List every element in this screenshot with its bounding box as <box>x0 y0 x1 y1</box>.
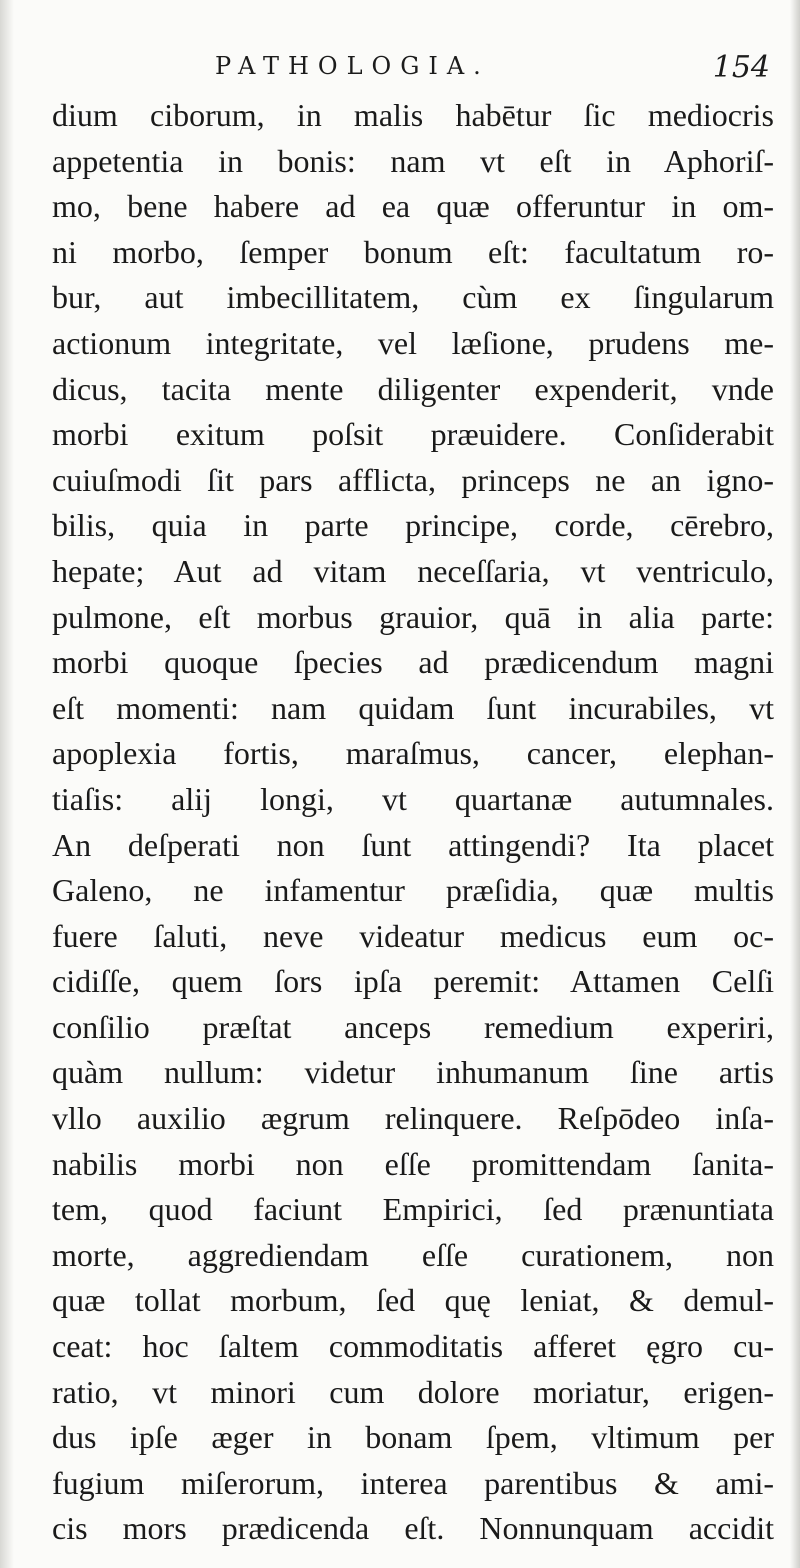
text-line: Galeno, ne infamentur præſidia, quæ multis <box>52 872 774 909</box>
running-head <box>40 50 770 90</box>
text-line: bur, aut imbecillitatem, cùm ex ſingularum <box>52 279 774 316</box>
body-text <box>52 93 774 1552</box>
page-number: 154 <box>712 50 770 85</box>
text-line: appetentia in bonis: nam vt eſt in Aphoriſ- <box>52 142 774 179</box>
text-line: apoplexia fortis, maraſmus, cancer, elephan- <box>52 735 774 772</box>
text-line: vllo auxilio ægrum relinquere. Reſpōdeo inſa- <box>52 1100 774 1137</box>
text-line: ceat: hoc ſaltem commoditatis afferet ęgro cu- <box>52 1328 774 1365</box>
text-line: hepate; Aut ad vitam neceſſaria, vt ventriculo, <box>52 552 774 589</box>
text-line: quàm nullum: videtur inhumanum ſine artis <box>52 1054 774 1091</box>
text-line: dium ciborum, in malis habētur ſic mediocris <box>52 97 774 133</box>
text-line: eſt momenti: nam quidam ſunt incurabiles, vt <box>52 689 774 726</box>
text-line: ni morbo, ſemper bonum eſt: facultatum ro- <box>52 233 774 270</box>
text-line: cidiſſe, quem ſors ipſa peremit: Attamen Celſi <box>52 963 774 1000</box>
text-line: bilis, quia in parte principe, corde, cērebro, <box>52 507 774 544</box>
text-line: cis mors prædicenda eſt. Nonnunquam accidit <box>52 1510 774 1547</box>
text-line: tem, quod faciunt Empirici, ſed prænuntiata <box>52 1191 774 1228</box>
running-title: PATHOLOGIA. <box>215 52 490 80</box>
page-edge-shadow-left <box>0 0 14 1568</box>
text-line: ratio, vt minori cum dolore moriatur, erigen- <box>52 1373 774 1410</box>
text-line: dus ipſe æger in bonam ſpem, vltimum per <box>52 1419 774 1456</box>
text-line: fuere ſaluti, neve videatur medicus eum oc- <box>52 917 774 954</box>
text-line: cuiuſmodi ſit pars afflicta, princeps ne an igno- <box>52 461 774 498</box>
text-line: mo, bene habere ad ea quæ offeruntur in om- <box>52 188 774 225</box>
text-line: conſilio præſtat anceps remedium experiri, <box>52 1008 774 1045</box>
text-line: dicus, tacita mente diligenter expenderit, vnde <box>52 370 774 407</box>
text-line: pulmone, eſt morbus grauior, quā in alia parte: <box>52 598 774 635</box>
text-line: morte, aggrediendam eſſe curationem, non <box>52 1236 774 1273</box>
text-line: morbi exitum poſsit præuidere. Conſiderabit <box>52 416 774 453</box>
text-line: fugium miſerorum, interea parentibus & ami- <box>52 1464 774 1501</box>
text-line: morbi quoque ſpecies ad prædicendum magni <box>52 644 774 681</box>
text-line: An deſperati non ſunt attingendi? Ita placet <box>52 826 774 863</box>
text-line: quæ tollat morbum, ſed quę leniat, & demul- <box>52 1282 774 1319</box>
page-edge-shadow-right <box>790 0 800 1568</box>
text-line: actionum integritate, vel læſione, prudens me- <box>52 324 774 361</box>
text-line: nabilis morbi non eſſe promittendam ſanita- <box>52 1145 774 1182</box>
text-line: tiaſis: alij longi, vt quartanæ autumnales. <box>52 780 774 817</box>
